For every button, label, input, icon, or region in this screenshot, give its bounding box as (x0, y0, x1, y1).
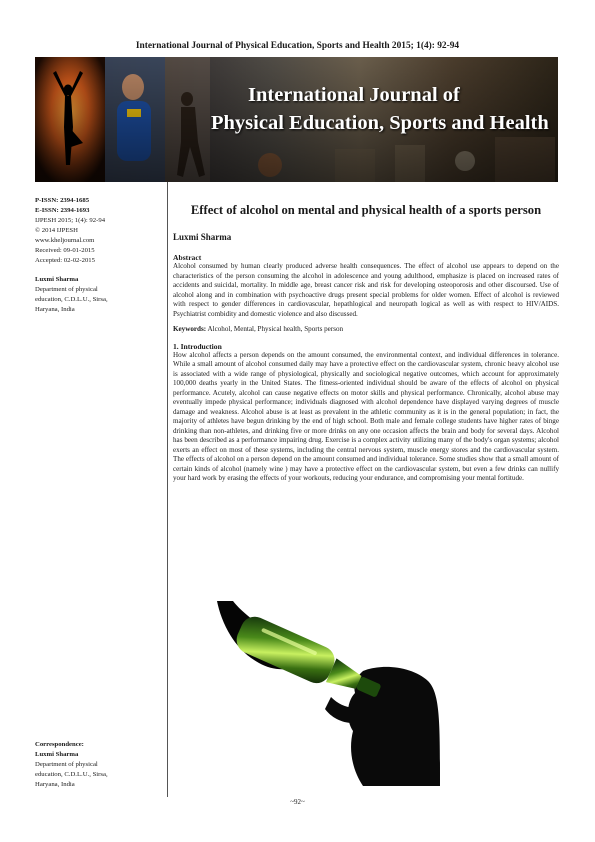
sidebar-affiliation-line: Haryana, India (35, 306, 75, 313)
correspondence-affiliation-line: Haryana, India (35, 781, 75, 788)
article-metadata (35, 196, 163, 266)
sidebar-affiliation-line: Department of physical (35, 286, 98, 293)
column-divider (167, 182, 168, 797)
introduction-text: How alcohol affects a person depends on the amount consumed, the environmental context, and individual differences in tolerance. While a small amount of alcohol consumed daily may have a protective effect on the cardiovascular system, chronic heavy alcohol use is associated with a wide range of physiological, physically and sociological negative outcomes, which account for approximately 100,000 deaths yearly in the United States. The fitness-oriented individual should be aware of the effects of alcohol on physical performance. Acutely, alcohol can cause negative effects on motor skills and physical performance. Chronically, alcohol abuse may eventually impede physical performance; individuals diagnosed with alcohol dependence have displayed varying degrees of muscle damage and weakness. Alcohol abuse is at least as prevalent in the athletic community as it is in the general population; in fact, the majority of athletes have begun drinking by the end of high school. Both male and female college students have higher rates of binge drinking than non-athletes, and drinking five or more drinks on any one occasion affects the brain and body for several days. Alcohol has been described as a performance impairing drug. Exercise is a complex activity utilizing many of the body's organ systems; alcohol exerts an effect on most of these systems, including the central nervous system, muscle energy stores and the cardiovascular system. The effects of alcohol on a person depend on the amount consumed and individual tolerance. Some studies show that a small amount of certain kinds of alcohol (namely wine ) may have a protective effect on the cardiovascular system, but even a few drinks can nullify your hard work by erasing the effects of your workouts, reducing your endurance, and compromising your mental fortitude. (173, 350, 559, 482)
correspondence-name: Luxmi Sharma (35, 751, 79, 758)
article-sidebar (35, 196, 163, 315)
sidebar-author-name: Luxmi Sharma (35, 276, 79, 283)
journal-banner (35, 57, 558, 182)
article-author: Luxmi Sharma (173, 232, 232, 242)
correspondence-affiliation-line: Department of physical (35, 761, 98, 768)
keywords (173, 325, 559, 335)
e-issn: E-ISSN: 2394-1693 (35, 207, 90, 214)
banner-title (211, 81, 556, 137)
sidebar-affiliation-line: education, C.D.L.U., Sirsa, (35, 296, 108, 303)
p-issn: P-ISSN: 2394-1685 (35, 197, 90, 204)
keywords-label: Keywords: (173, 325, 207, 333)
correspondence-label: Correspondence: (35, 741, 84, 748)
volume-info: IJPESH 2015; 1(4): 92-94 (35, 217, 106, 224)
article-title: Effect of alcohol on mental and physical health of a sports person (190, 203, 542, 217)
keywords-list: Alcohol, Mental, Physical health, Sports person (207, 325, 344, 333)
page-number: ~92~ (290, 798, 305, 806)
banner-title-line1: International Journal of (248, 84, 460, 106)
abstract-text: Alcohol consumed by human clearly produced adverse health consequences. The effect of alcohol use appears to depend on the characteristics of the person consuming the alcohol in adolescence and young adulthood, emphasize is placed on increased rates of accidents and suicidal, mortality. In middle age, breast cancer risk and risk for developing osteoporosis and other discoursed. Use of alcohol along and in combination with psychoactive drugs present special problems for older women. Effect of alcohol is reviewed with respect to gender differences in cardiovascular, hepathlogical and neuropath logical as well as with respect to HIV/AIDS. Psychiatrist combidity and domestic violence and also discussed. (173, 262, 559, 318)
abstract-heading: Abstract (173, 253, 202, 262)
drinking-photo (213, 601, 440, 786)
sidebar-author (35, 275, 163, 315)
section-heading: 1. Introduction (173, 341, 222, 351)
copyright: © 2014 IJPESH (35, 227, 78, 234)
banner-title-line2: Physical Education, Sports and Health (211, 112, 549, 134)
correspondence-affiliation-line: education, C.D.L.U., Sirsa, (35, 771, 108, 778)
article-main (173, 196, 559, 484)
journal-header: International Journal of Physical Education, Sports and Health 2015; 1(4): 92-94 (135, 41, 460, 51)
accepted-date: Accepted: 02-02-2015 (35, 257, 95, 264)
received-date: Received: 09-01-2015 (35, 247, 95, 254)
drinking-silhouette-image (213, 601, 440, 786)
journal-website[interactable]: www.kheljournal.com (35, 237, 95, 244)
correspondence-block (35, 740, 163, 790)
